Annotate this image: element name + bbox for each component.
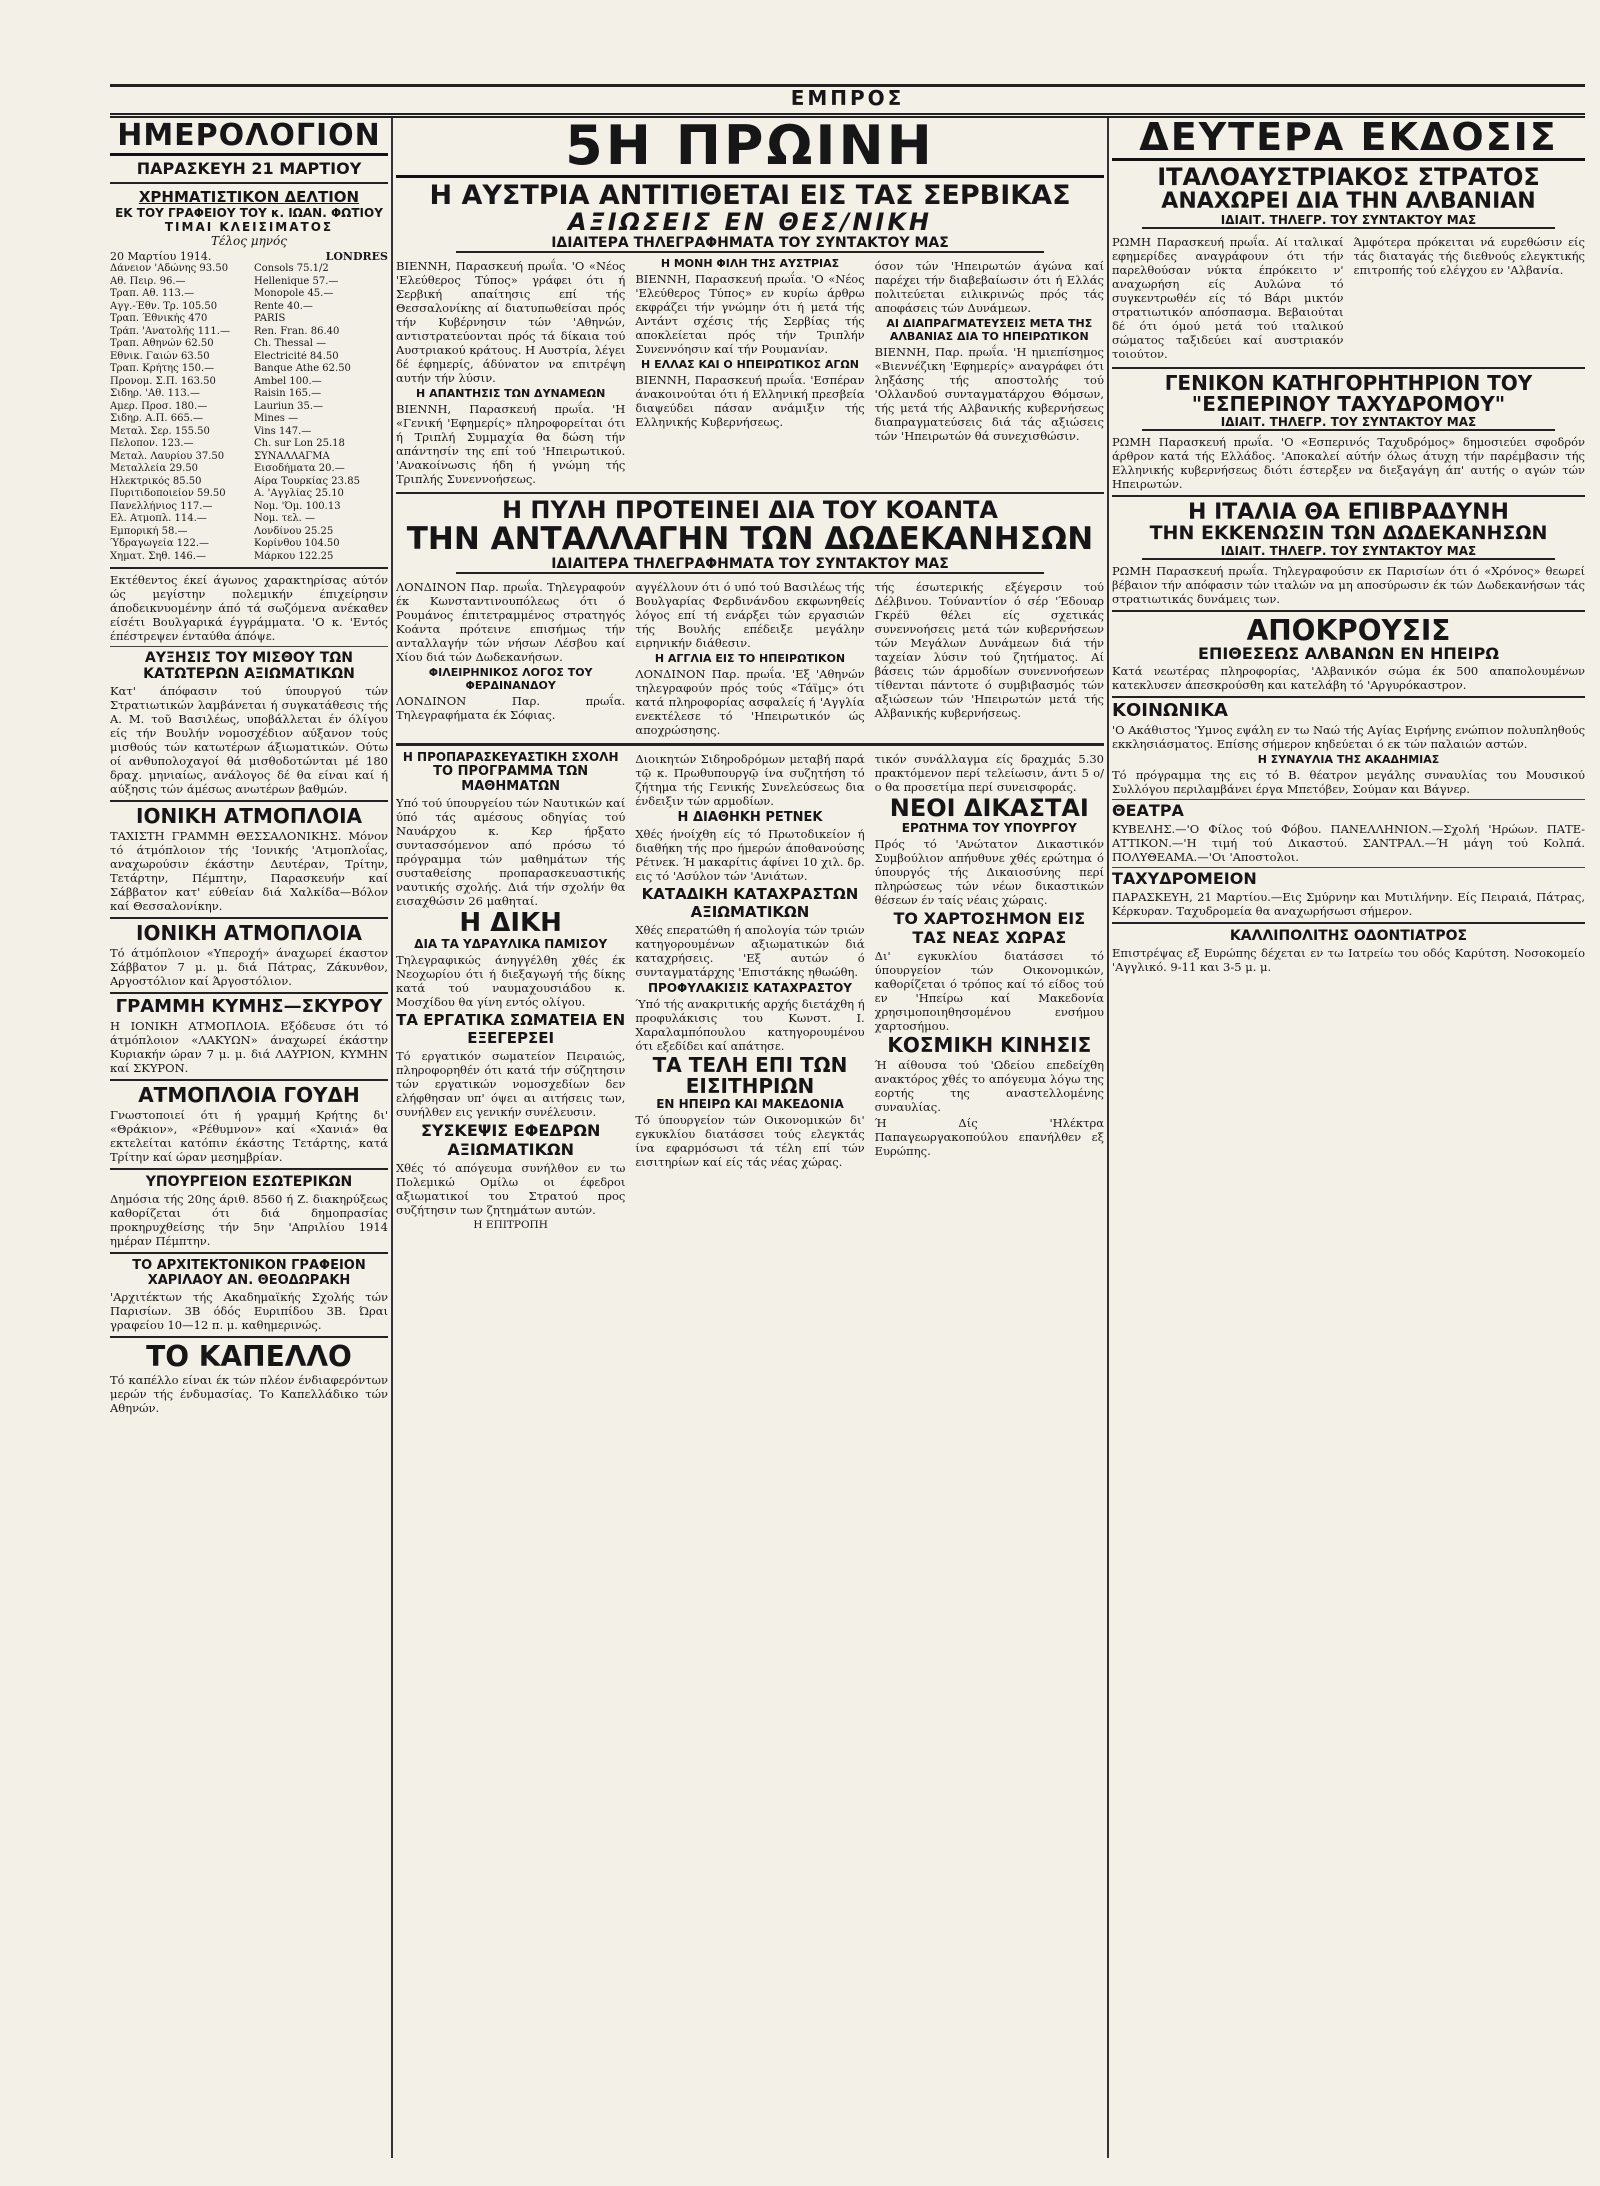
article-text: 'Ο Ακάθιστος 'Υμνος εψάλη εν τω Ναώ τής Αγίας Ειρήνης ενώπιον πολυπληθούς εκκλησιάσματος. Επίσης σήμερον κηδεύεται ό εκ τών παλαιών αστών. [1112,723,1585,752]
paragraph: Εκτέθεντος έκεί άγωνος χαρακτηρίσας αύτόν ώς μεγίστην πολεμικήν έπιχείρησιν άποδεικνυομένην άπό τά σωζόμενα ανέκαθεν είσέτι Βουλγαρικά έγγράμματα. 'Ο κ. 'Εντός έπέστρεψεν ένταύθα άπόψε. [110,573,388,643]
ticker-row: Σιδηρ. 'Αθ. 113.— [110,388,200,399]
ticker-row: Μάρκου 122.25 [254,550,334,562]
right-column [1112,118,1585,2158]
article-text: Ύπό τής ανακριτικής αρχής διετάχθη ή προφυλάκισις του Κωνστ. Ι. Χαραλαμπόπουλου κατηγορουμένου ότι εξεδίδει καί απάτησε. [635,996,865,1053]
ionian-text: ΤΑΧΙΣΤΗ ΓΡΑΜΜΗ ΘΕΣΣΑΛΟΝΙΚΗΣ. Μόνον τό άτμόπλοιον τής 'Ιονικής 'Ατμοπλοΐας, αναχωρούσιν έκάστην Δευτέραν, Τρίτην, Τετάρτην, Πέμπτην, Παρασκευήν καί Σάββατον κατ' εύθείαν διά Χαλκίδα—Βόλον καί Θεσσαλονίκην. [110,829,388,913]
goudi-text: Γνωστοποιεί ότι ή γραμμή Κρήτης δι' «Θράκιον», «Ρέθυμνον» καί «Χανιά» θα εκτελείται κατόπιν έκάστης Τετάρτης, κατά Τρίτην καί ώραν μεσημβρίαν. [110,1107,388,1164]
subhead: ΑΙ ΔΙΑΠΡΑΓΜΑΤΕΥΣΕΙΣ ΜΕΤΑ ΤΗΣ ΑΛΒΑΝΙΑΣ ΔΙΑ ΤΟ ΗΠΕΙΡΩΤΙΚΟΝ [886,317,1093,344]
article-text: ΡΩΜΗ Παρασκευή πρωΐα. Αί ιταλικαί εφημερίδες αναγράφουν ότι τήν παρελθούσαν νύκτα έπρόκειτο ν' αναχωρήση είς Αυλώνα τό συγκεντρωθέν είς τό Βάρι μικτόν στρατιωτικόν απόσπασμα. Βεβαιούται δέ ότι όμού μετά τού ιταλικού σώματος ταξιδεύει καί αυστριακόν τοιούτον. [1112,235,1344,362]
article-text: Δι' εγκυκλίου διατάσσει τό ύπουργείον τών Οικονομικών, καθορίζεται ό τρόπος καί τό είδος τού εν 'Ηπείρω καί Μακεδονία χρησιμοποιηθησομένου ενσήμου χαρτοσήμου. [874,949,1104,1034]
article-text: όσον τών 'Ηπειρωτών άγώνα καί παρέχει τήν διαβεβαίωσιν ότι ή Ελλάς πολιτεύεται ειλικρινώς πρός τάς αποφάσεις τών Δυνάμεων. [874,259,1104,316]
article-text: Χθές τό απόγευμα συνήλθον εν τω Πολεμικώ Ομίλω οι έφεδροι αξιωματικοί του Στρατού προς συζήτησιν των ζητημάτων αυτών. [396,1161,626,1218]
right-headline-2: ΓΕΝΙΚΟΝ ΚΑΤΗΓΟΡΗΤΗΡΙΟΝ ΤΟΥ "ΕΣΠΕΡΙΝΟΥ ΤΑΧΥΔΡΟΜΟΥ" [1164,371,1533,417]
second-edition-title: ΔΕΥΤΕΡΑ ΕΚΔΟΣΙΣ [1112,118,1585,161]
ticker-row: Μεταλλεία 29.50 [110,463,199,474]
ministry-text: Δημόσια τής 20ης άριθ. 8560 ή Ζ. διακηρύξεως καθορίζεται ότι διά δημοπρασίας προκηρυχθείσης τήν 5ην 'Απριλίου 1914 ημέραν Πέμπτην. [110,1191,388,1248]
article-block-2 [396,578,1104,739]
ticker-row: Πελοπον. 123.— [110,438,194,449]
ticker-row: Τραπ. Έθνικής 470 [110,313,208,324]
right-headline-3b: ΤΗΝ ΕΚΚΕΝΩΣΙΝ ΤΩΝ ΔΩΔΕΚΑΝΗΣΩΝ [1149,522,1548,545]
article-text: Επιστρέψας εξ Ευρώπης δέχεται εν τω Ιατρείω του οδός Καρύτση. Νοσοκομείο 'Αγγλικό. 9-11 και 3-5 μ. μ. [1112,945,1585,974]
ticker-row: Χηματ. Σηθ. 146.— [110,550,206,562]
article-text: Τό ύπουργείον τών Οικονομικών δι' εγκυκλίου διατάσσει τούς ελεγκτάς ίνα εφαρμόσωσι τά τέλη επί τών εισιτηρίων καί είς τάς νέας χώρας. [635,1112,865,1169]
subhead: ΤΟ ΠΡΟΓΡΑΜΜΑ ΤΩΝ ΜΑΘΗΜΑΤΩΝ [433,763,589,794]
subhead: Η ΜΟΝΗ ΦΙΛΗ ΤΗΣ ΑΥΣΤΡΙΑΣ [660,257,840,271]
ticker-row: Mines — [254,413,299,424]
trial-headline: Η ΔΙΚΗ [459,907,562,938]
ticker-row: Electricité 84.50 [254,350,339,362]
ticker-row: Monopole 45.— [254,288,334,299]
headline-2b: ΤΗΝ ΑΝΤΑΛΛΑΓΗΝ ΤΩΝ ΔΩΔΕΚΑΝΗΣΩΝ [406,521,1094,558]
salary-text: Κατ' άπόφασιν τού ύπουργού τών Στρατιωτικών λαμβάνεται ή συγκατάθεσις τής Α. Μ. τοῦ Βασιλέως, υποβάλλεται έν όλίγου είς τήν Βουλήν νομοσχέδιον αύξανον τούς μισθούς τών κατωτέρων άξιωματικών. Ούτω οί ανθυπολοχαγοί θά μισθοδοτώνται μέ 180 δραχ. μηνιαίως, ανάλογος δέ θα είναι καί ή αύξησις τών άμέσως ανωτέρων βαθμών. [110,684,388,796]
ticker-row: Ελ. Ατμοπλ. 114.— [110,513,207,524]
architect-headline: ΤΟ ΑΡΧΙΤΕΚΤΟΝΙΚΟΝ ΓΡΑΦΕΙΟΝ ΧΑΡΙΛΑΟΥ ΑΝ. ΘΕΟΔΩΡΑΚΗ [132,1257,366,1288]
divider [1112,610,1585,612]
right-headline-1c: ΙΔΙΑΙΤ. ΤΗΛΕΓΡ. ΤΟΥ ΣΥΝΤΑΚΤΟΥ ΜΑΣ [1142,213,1555,229]
right-headline-2c: ΙΔΙΑΙΤ. ΤΗΛΕΓΡ. ΤΟΥ ΣΥΝΤΑΚΤΟΥ ΜΑΣ [1142,415,1555,431]
divider [396,492,1104,494]
ticker-row: Πανελλήνιος 117.— [110,500,213,512]
ticker-row: Raisin 165.— [254,388,322,399]
article-text: Χθές ήνοίχθη είς τό Πρωτοδικείον ή διαθήκη τής προ ήμερών άποθανούσης Ρέτνεκ. Ή μακαρίτις άφίνει 10 χιλ. δρ. εις τό 'Ασύλον τών 'Ανιάτων. [635,826,865,883]
edition-title: 5Η ΠΡΩΙΝΗ [396,118,1104,178]
ticker-row: Τραπ. Κρήτης 150.— [110,363,215,374]
ionian-headline: ΙΟΝΙΚΗ ΑΤΜΟΠΛΟΙΑ [136,804,362,828]
ticker-row: Αθ. Πειρ. 96.— [110,275,186,287]
city-label: LONDRES [325,250,388,263]
article-text: Χθές επερατώθη ή απολογία τών τριών κατηγορουμένων αξιωματικών διά καταχρήσεις. 'Εξ αυτών ό συνταγματάρχης 'Επιστάκης ηθωώθη. [635,922,865,979]
ticker-row: Πυριτιδοποιείον 59.50 [110,488,226,499]
ticker-row: Τραπ. Αθ. 113.— [110,288,195,299]
stamp-headline: ΤΟ ΧΑΡΤΟΣΗΜΟΝ ΕΙΣ ΤΑΣ ΝΕΑΣ ΧΩΡΑΣ [893,909,1086,948]
subhead: Η ΔΙΑΘΗΚΗ ΡΕΤΝΕΚ [677,809,823,825]
finance-title: ΧΡΗΜΑΤΙΣΤΙΚΟΝ ΔΕΛΤΙΟΝ [138,188,360,206]
article-text: τικόν συνάλλαγμα είς δραχμάς 5.30 πρακτόμενον περί τελείωσιν, άντι 5 ο/ο θα προσετίμα περί συνεισφοράς. [874,751,1104,794]
subhead: Η ΑΓΓΛΙΑ ΕΙΣ ΤΟ ΗΠΕΙΡΩΤΙΚΟΝ [654,651,846,665]
theatres-title: ΘΕΑΤΡΑ [1112,801,1184,821]
article-text: Τό εργατικόν σωματείον Πειραιώς, πληροφορηθέν ότι κατά τήν σύζητησιν τών εργατικών νομοσχεδίων δεν ελήφθησαν υπ' όψει αι αιτήσεις των, συνήλθεν εις γενικήν συνέλευσιν. [396,1049,626,1120]
ionian-headline-2: ΙΟΝΙΚΗ ΑΤΜΟΠΛΟΙΑ [136,921,362,945]
article-text: τής έσωτερικής εξέγερσιν τού Δέλβινου. Τούναντίον ό σέρ 'Έδουαρ Γκρέϋ θέλει είς σχετικάς συνεννοήσεις μετά τών κυβερνήσεων τών Μεγάλων Δυνάμεων διά τήν ταχείαν λύσιν τού ζητήματος. Αί βάσεις τών άρμοδίων συνεννοήσεων τίθενται πάντοτε ό συμβιβασμός τών αξιώσεων τών 'Ηπειρωτών μετά τής Αλβανικής κυβερνήσεως. [874,579,1104,720]
finance-subtitle-2: ΤΙΜΑΙ ΚΛΕΙΣΙΜΑΤΟΣ [164,220,334,234]
divider [1112,922,1585,924]
finance-note: Τέλος μηνός [210,234,288,248]
article-text: Ή Δίς 'Ηλέκτρα Παπαγεωργακοπούλου επανήλθεν εξ Ευρώπης. [874,1116,1104,1159]
article-text: ΠΑΡΑΣΚΕΥΗ, 21 Μαρτίου.—Εις Σμύρνην και Μυτιλήνην. Είς Πειραιά, Πάτρας, Κέρκυραν. Ταχυδρομεία θα αναχωρήσωσι σήμερον. [1112,889,1585,918]
ticker-row: Consols 75.1/2 [254,263,329,274]
divider [110,182,388,184]
fees-headline: ΤΑ ΤΕΛΗ ΕΠΙ ΤΩΝ ΕΙΣΙΤΗΡΙΩΝ [652,1052,848,1098]
divider [1112,495,1585,497]
divider [110,646,388,647]
article-text: ΒΙΕΝΝΗ, Παρασκευή πρωΐα. 'Εσπέραν άνακοινούται ότι ή Ελληνική πρεσβεία διαψεύδει πάσαν ανάμιξιν τής Ελληνικής Κυβερνήσεως. [635,373,865,430]
headline-1: Η ΑΥΣΤΡΙΑ ΑΝΤΙΤΙΘΕΤΑΙ ΕΙΣ ΤΑΣ ΣΕΡΒΙΚΑΣ [429,179,1071,211]
architect-text: 'Αρχιτέκτων τής Ακαδημαϊκής Σχολής τών Παρισίων. 3Β όδός Ευριπίδου 3Β. Ώραι γραφείου 10—12 π. μ. καθημερινώς. [110,1289,388,1332]
headline-2c: ΙΔΙΑΙΤΕΡΑ ΤΗΛΕΓΡΑΦΗΜΑΤΑ ΤΟΥ ΣΥΝΤΑΚΤΟΥ ΜΑΣ [456,556,1044,574]
hat-text: Τό καπέλλο είναι έκ τών πλέον ένδιαφερόντων μερών τής ένδυμασίας. Το Καπελλάδικο τών Αθηνών. [110,1373,388,1416]
ticker-row: Hellenique 57.— [254,275,339,287]
article-text: Τό πρόγραμμα της εις τό Β. θέατρον μεγάλης συναυλίας του Μουσικού Συλλόγου περιλαμβάνει έργα Μπετόβεν, Σούμαν και Βάγνερ. [1112,768,1585,797]
column-rule-1 [391,118,393,2158]
divider [110,992,388,994]
goudi-headline: ΑΤΜΟΠΛΟΙΑ ΓΟΥΔΗ [138,1082,360,1107]
article-text: Διοικητών Σιδηροδρόμων μεταβή παρά τῷ κ. Πρωθυπουργῷ ίνα συζητήση τό ζήτημα τής Γενικής Συνελεύσεως δια ένδειξιν τών αρμοδίων. [635,751,865,808]
ticker-row: Μεταλ. Λαυρίου 37.50 [110,450,225,462]
divider [110,1336,388,1338]
article-text: ΛΟΝΔΙΝΟΝ Παρ. πρωΐα. Τηλεγραφήματα έκ Σόφιας. [396,693,626,722]
ticker-row: Αγγ.-Έθν. Τρ. 105.50 [110,300,218,312]
right-headline-4: ΑΠΟΚΡΟΥΣΙΣ [1246,614,1451,648]
article-text: ΒΙΕΝΝΗ, Παρασκευή πρωΐα. 'Ο «Νέος 'Ελεύθερος Τύπος» γράφει ότι ή Σερβική απαίτησις επί τής Θεσσαλονίκης αί διατυπωθείσαι πρός τήν Κυβέρνησιν τών 'Αθηνών, αντιστρατεύονται πρός τά δίκαια τού Αυστριακού κράτους. Η Αυστρία, λέγει δέ έφημερίς, άδύνατον να επιτρέψη αυτήν τήν λύσιν. [396,259,626,386]
right-headline-4b: ΕΠΙΘΕΣΕΩΣ ΑΛΒΑΝΩΝ ΕΝ ΗΠΕΙΡΩ [1198,643,1499,663]
divider [110,1079,388,1081]
left-column [110,118,388,2158]
divider [110,800,388,802]
article-text: ΡΩΜΗ Παρασκευή πρωΐα. Τηλεγραφούσιν εκ Παρισίων ότι ό «Χρόνος» θεωρεί βέβαιον τήν απόφασιν τών ιταλών να μη αποσύρωσιν έκ τών Δωδεκανήσων τάς στρατιωτικάς δυνάμεις των. [1112,564,1585,607]
ticker-row: Εθνικ. Γαιών 63.50 [110,350,210,362]
article-text: αγγέλλουν ότι ό υπό τού Βασιλέως τής Βουλγαρίας Φερδινάνδου εκφωνηθείς λόγος επί τή ενάρξει τών εργασιών τής Βουλής επέδειξε μεγάλην ειρηνικήν διάθεσιν. [635,579,865,650]
subhead: Η ΕΛΛΑΣ ΚΑΙ Ο ΗΠΕΙΡΩΤΙΚΟΣ ΑΓΩΝ [641,358,859,372]
subhead: ΕΡΩΤΗΜΑ ΤΟΥ ΥΠΟΥΡΓΟΥ [901,821,1077,836]
article-text: Άμφότερα πρόκειται νά ευρεθώσιν είς τάς διαταγάς τής διεθνούς ελεγκτικής επιτροπής τού ελέγχου εν 'Αλβανία. [1353,235,1585,278]
workers-headline: ΤΑ ΕΡΓΑΤΙΚΑ ΣΩΜΑΤΕΙΑ ΕΝ ΕΞΕΓΕΡΣΕΙ [396,1011,626,1048]
headline-1c: ΙΔΙΑΙΤΕΡΑ ΤΗΛΕΓΡΑΦΗΜΑΤΑ ΤΟΥ ΣΥΝΤΑΚΤΟΥ ΜΑΣ [456,235,1044,253]
calendar-title: ΗΜΕΡΟΛΟΓΙΟΝ [110,118,388,156]
right-headline-1: ΙΤΑΛΟΑΥΣΤΡΙΑΚΟΣ ΣΤΡΑΤΟΣ [1157,162,1540,191]
day-line: ΠΑΡΑΣΚΕΥΗ 21 ΜΑΡΤΙΟΥ [136,159,362,178]
article-text: ΡΩΜΗ Παρασκευή πρωΐα. 'Ο «Εσπερινός Ταχυδρόμος» δημοσιεύει σφοδρόν άρθρον κατά τής Ελλάδος. 'Αποκαλεί αύτήν όλως άτυχη τήν παρέμβασιν τής Ελληνικής κυβερνήσεως διότι έστερξεν να διεξαγάγη άπ' αυτής ο αγών τών Ηπειρωτών. [1112,435,1585,492]
ticker-row: Ch. Thessal — [254,338,327,349]
divider [1112,367,1585,369]
article-block-1 [396,257,1104,488]
social-headline: ΚΟΣΜΙΚΗ ΚΙΝΗΣΙΣ [887,1033,1092,1058]
ticker-row: Δάνειον 'Αδώνης 93.50 [110,263,229,274]
divider [110,917,388,919]
ticker-row: Ren. Fran. 86.40 [254,325,340,337]
social-section-title: ΚΟΙΝΩΝΙΚΑ [1112,700,1228,722]
date-line: 20 Μαρτίου 1914. [110,250,212,263]
line-headline: ΓΡΑΜΜΗ ΚΥΜΗΣ—ΣΚΥΡΟΥ [115,996,383,1017]
ticker-left [110,263,244,563]
divider [110,1252,388,1254]
stock-ticker [110,263,388,563]
subhead: ΕΝ ΗΠΕΙΡΩ ΚΑΙ ΜΑΚΕΔΟΝΙΑ [656,1096,844,1111]
ticker-row: Νομ. 'Όμ. 100.13 [254,500,341,512]
divider [110,1168,388,1170]
divider [1112,696,1585,698]
headline-2a: Η ΠΥΛΗ ΠΡΟΤΕΙΝΕΙ ΔΙΑ ΤΟΥ ΚΟΑΝΤΑ [501,496,998,525]
subhead: Η ΠΡΟΠΑΡΑΣΚΕΥΑΣΤΙΚΗ ΣΧΟΛΗ [402,749,619,764]
divider [1112,867,1585,868]
ticker-right [254,263,388,563]
subhead: ΔΙΑ ΤΑ ΥΔΡΑΥΛΙΚΑ ΠΑΜΙΣΟΥ [414,937,608,952]
ticker-row: Αίρα Τουρκίας 23.85 [254,475,360,487]
dentist-headline: ΚΑΛΛΙΠΟΛΙΤΗΣ ΟΔΟΝΤΙΑΤΡΟΣ [1229,927,1468,944]
salary-headline: ΑΥΞΗΣΙΣ ΤΟΥ ΜΙΣΘΟΥ ΤΩΝ ΚΑΤΩΤΕΡΩΝ ΑΞΙΩΜΑΤΙΚΩΝ [143,650,355,682]
verdict-headline: ΚΑΤΑΔΙΚΗ ΚΑΤΑΧΡΑΣΤΩΝ ΑΞΙΩΜΑΤΙΚΩΝ [641,884,859,921]
article-text: ΒΙΕΝΝΗ, Παρασκευή πρωΐα. 'Ο «Νέος 'Ελεύθερος Τύπος» εν κυρίω άρθρω εκφράζει τήν γνώμην ότι ή μετά τής Αντάντ σχέσις τής Σερβίας τής αποκλείεται πρός τήν Τριπλήν Συνεννόησιν καί τήν Ρουμανίαν. [635,272,865,357]
divider [396,743,1104,746]
article-text: Τηλεγραφικώς άνηγγέλθη χθές έκ Νεοχωρίου ότι ή διεξαγωγή τής δίκης κατά τού ναυμαχουσιάδου κ. Μοσχίδου θα γίνη εντός ολίγου. [396,953,626,1010]
judges-headline: ΝΕΟΙ ΔΙΚΑΣΤΑΙ [889,793,1089,822]
article-text: Υπό τού ύπουργείου τών Ναυτικών καί ύπό τάς αμέσους οδηγίας τού Ναυάρχου κ. Κερ ήρξατο συντασσόμενον από πρόσω τό πρόγραμμα τών μαθημάτων τής συσταθείσης προπαρασκευαστικής ναυτικής σχολής. Διά τήν σχολήν θα εισαχθώσιν 26 μαθηταί. [396,795,626,908]
ticker-row: Rente 40.— [254,300,313,312]
ticker-row: Εμπορική 58.— [110,525,188,537]
ticker-row: Banque Athe 62.50 [254,363,351,374]
ticker-row: Αμερ. Προσ. 180.— [110,400,208,412]
article-text: ΒΙΕΝΝΗ, Παρ. πρωΐα. 'Η ημιεπίσημος «Βιεννέζικη 'Εφημερίς» αναγράφει ότι ληξάσης τής αποστολής τού 'Ολλανδού συνταγματάρχου Θόμσων, τής μετά τής Αλβανικής κυβερνήσεως διαπραγματεύσεις διά τάς αξιώσεις τών 'Ηπειρωτών θά συνεχισθώσιν. [874,345,1104,444]
ionian-text-2: Τό άτμόπλοιον «Υπεροχή» άναχωρεί έκαστον Σάββατον 7 μ. μ. διά Πάτρας, Ζάκυνθον, Αργοστόλιον καί Άργοστόλιον. [110,946,388,988]
signature: Η ΕΠΙΤΡΟΠΗ [473,1219,548,1232]
subhead: Η ΣΥΝΑΥΛΙΑ ΤΗΣ ΑΚΑΔΗΜΙΑΣ [1257,753,1440,767]
center-column [396,118,1104,2158]
right-headline-3c: ΙΔΙΑΙΤ. ΤΗΛΕΓΡ. ΤΟΥ ΣΥΝΤΑΚΤΟΥ ΜΑΣ [1142,544,1555,560]
right-headline-3: Η ΙΤΑΛΙΑ ΘΑ ΕΠΙΒΡΑΔΥΝΗ [1188,500,1509,526]
ministry-headline: ΥΠΟΥΡΓΕΙΟΝ ΕΣΩΤΕΡΙΚΩΝ [145,1173,353,1190]
article-text: Κατά νεωτέρας πληροφορίας, 'Αλβανικόν σώμα έκ 500 απαπολουμένων κατεκλυσεν άπεσκρούσθη και κατελάβη τό 'Αργυρόκαστρον. [1112,664,1585,693]
ticker-row: PARIS [254,313,286,324]
hat-headline: ΤΟ ΚΑΠΕΛΛΟ [146,1339,352,1373]
masthead: ΕΜΠΡΟΣ [110,84,1585,118]
ticker-row: Ηλεκτρικός 85.50 [110,475,202,487]
ticker-row: Τραπ. Αθηνών 62.50 [110,338,214,349]
column-rule-2 [1107,118,1109,2158]
meeting-headline: ΣΥΣΚΕΨΙΣ ΕΦΕΔΡΩΝ ΑΞΙΩΜΑΤΙΚΩΝ [420,1121,601,1160]
article-text: ΚΥΒΕΛΗΣ.—'Ο Φίλος τού Φόβου. ΠΑΝΕΛΛΗΝΙΟΝ.—Σχολή 'Ηρώων. ΠΑΤΕ-ΑΤΤΙΚΟΝ.—'Η τιμή τού Δικαστού. ΣΑΝΤΡΑΛ.—Ή μάγη τού Κολπά. ΠΟΛΥΘΕΑΜΑ.—'Οι 'Αποστολοι. [1112,822,1585,865]
ticker-row: Ύδραγωγεία 122.— [110,538,210,549]
ticker-row: Νομ. τελ. — [254,513,316,524]
ticker-row: ΣΥΝΑΛΛΑΓΜΑ [254,450,330,462]
ticker-row: Σιδηρ. Α.Π. 665.— [110,413,203,424]
ticker-row: Κορίνθου 104.50 [254,538,340,549]
finance-subtitle: ΕΚ ΤΟΥ ΓΡΑΦΕΙΟΥ ΤΟΥ κ. ΙΩΑΝ. ΦΩΤΙΟΥ [115,206,383,220]
ticker-row: Τράπ. 'Ανατολής 111.— [110,325,230,337]
right-headline-1b: ΑΝΑΧΩΡΕΙ ΔΙΑ ΤΗΝ ΑΛΒΑΝΙΑΝ [1161,189,1536,215]
line-text: Η ΙΟΝΙΚΗ ΑΤΜΟΠΛΟΙΑ. Εξόδευσε ότι τό άτμόπλοιον «ΛΑΚΥΩΝ» άναχωρεί έκάστην Κυριακήν ώραν 7 μ. μ. διά ΛΑΥΡΙΟΝ, ΚΥΜΗΝ καί ΣΚΥΡΟΝ. [110,1018,388,1075]
divider [1112,799,1585,800]
article-text: ΛΟΝΔΙΝΟΝ Παρ. πρωΐα. Τηλεγραφούν έκ Κωνσταντινουπόλεως ότι ό Ρουμάνος έπιτετραμμένος στρατηγός Κοάντα πρότεινε επισήμως τήν ανταλλαγήν τών νήσων Λέσβου καί Χίου διά τών Δωδεκανήσων. [396,579,626,664]
ticker-row: Προνομ. Σ.Π. 163.50 [110,375,216,387]
article-text: Ή αίθουσα τού 'Ωδείου επεδείχθη ανακτόρος χθές το απόγευμα λόγω της εορτής της αναστελλομένης συναυλίας. [874,1058,1104,1115]
ticker-row: Ambel 100.— [254,375,322,387]
headline-1b: ΑΞΙΩΣΕΙΣ ΕΝ ΘΕΣ/ΝΙΚΗ [567,208,933,237]
post-office-title: ΤΑΧΥΔΡΟΜΕΙΟΝ [1112,869,1257,889]
article-text: ΒΙΕΝΝΗ, Παρασκευή πρωΐα. 'Η «Γενική 'Εφημερίς» πληροφορείται ότι ή Τριπλή Συμμαχία θα δώση τήν απάντησίν της επί τού 'Ηπειρωτικού. 'Ανακοίνωσις ήδη ή γνώμη τής Τριπλής Συνεννοήσεως. [396,402,626,487]
divider [110,567,388,569]
article-block-3 [396,750,1104,1232]
ticker-row: Εισοδήματα 20.— [254,463,345,474]
subhead: ΠΡΟΦΥΛΑΚΙΣΙΣ ΚΑΤΑΧΡΑΣΤΟΥ [648,980,852,995]
ticker-row: Λονδίνου 25.25 [254,525,334,537]
ticker-row: Lauriun 35.— [254,400,323,412]
ticker-row: Μεταλ. Σερ. 155.50 [110,425,210,437]
subhead: ΦΙΛΕΙΡΗΝΙΚΟΣ ΛΟΓΟΣ ΤΟΥ ΦΕΡΔΙΝΑΝΔΟΥ [428,665,593,692]
ticker-row: Vins 147.— [254,425,312,437]
ticker-row: Α. 'Αγγλίας 25.10 [254,488,344,499]
article-text: ΛΟΝΔΙΝΟΝ Παρ. πρωΐα. 'Εξ 'Αθηνών τηλεγραφούν πρός τούς «Τάϊμς» ότι κατά πληροφορίας ασφαλείς ή 'Αγγλία ενεκτέλεσε τό 'Ηπειρωτικόν ώς αποχρώσησης. [635,666,865,737]
subhead: Η ΑΠΑΝΤΗΣΙΣ ΤΩΝ ΔΥΝΑΜΕΩΝ [416,387,606,401]
article-text: Πρός τό 'Ανώτατον Δικαστικόν Συμβούλιον απήυθυνε χθές ερώτημα ό ύπουργός τής Δικαιοσύνης περί πληρώσεως τών νέων δικαστικών θέσεων έν ταίς νέαις χώραις. [874,837,1104,908]
ticker-row: Ch. sur Lon 25.18 [254,438,345,449]
